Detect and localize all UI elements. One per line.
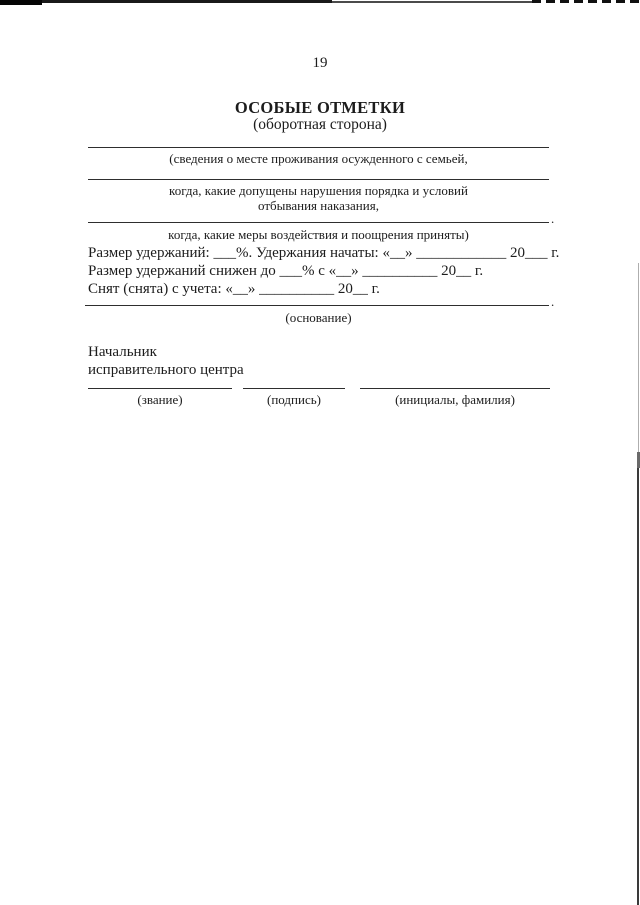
scan-edge-segment: [532, 0, 640, 3]
signature-caption-name: (инициалы, фамилия): [395, 392, 515, 407]
official-title: исправительного центра: [88, 362, 244, 378]
signature-line-signature: [243, 388, 345, 389]
official-title: Начальник: [88, 344, 157, 360]
signature-caption-signature: (подпись): [267, 392, 321, 407]
blank-line: [88, 147, 549, 148]
row-withholding-start: Размер удержаний: ___%. Удержания начаты: «__» ____________ 20___ г.: [88, 245, 560, 261]
blank-line: [85, 305, 549, 306]
blank-line-caption: (основание): [285, 310, 352, 325]
scan-edge-segment: [638, 263, 639, 468]
trailing-period: .: [551, 211, 555, 226]
document-subtitle: (оборотная сторона): [253, 116, 387, 133]
signature-line-name: [360, 388, 550, 389]
trailing-period: .: [551, 294, 555, 309]
scan-top-edge: [0, 0, 640, 6]
scan-edge-segment: [0, 0, 42, 5]
document-title: ОСОБЫЕ ОТМЕТКИ: [234, 98, 406, 117]
row-deregistered: Снят (снята) с учета: «__» __________ 20__ г.: [88, 281, 380, 297]
scan-edge-segment: [332, 1, 532, 3]
blank-line-caption: когда, какие допущены нарушения порядка и условий: [169, 183, 468, 198]
blank-line-caption: (сведения о месте проживания осужденного с семьей,: [169, 151, 468, 166]
signature-line-rank: [88, 388, 232, 389]
row-withholding-reduced: Размер удержаний снижен до ___% с «__» __________ 20__ г.: [88, 263, 484, 279]
blank-line-caption: когда, какие меры воздействия и поощрения приняты): [168, 227, 469, 242]
blank-line-caption: отбывания наказания,: [258, 198, 379, 213]
scan-edge-segment: [637, 468, 639, 905]
blank-line: [88, 222, 549, 223]
signature-caption-rank: (звание): [137, 392, 183, 407]
scan-right-edge: [636, 0, 640, 905]
scan-edge-segment: [42, 0, 332, 3]
page-number: 19: [312, 55, 328, 71]
blank-line: [88, 179, 549, 180]
